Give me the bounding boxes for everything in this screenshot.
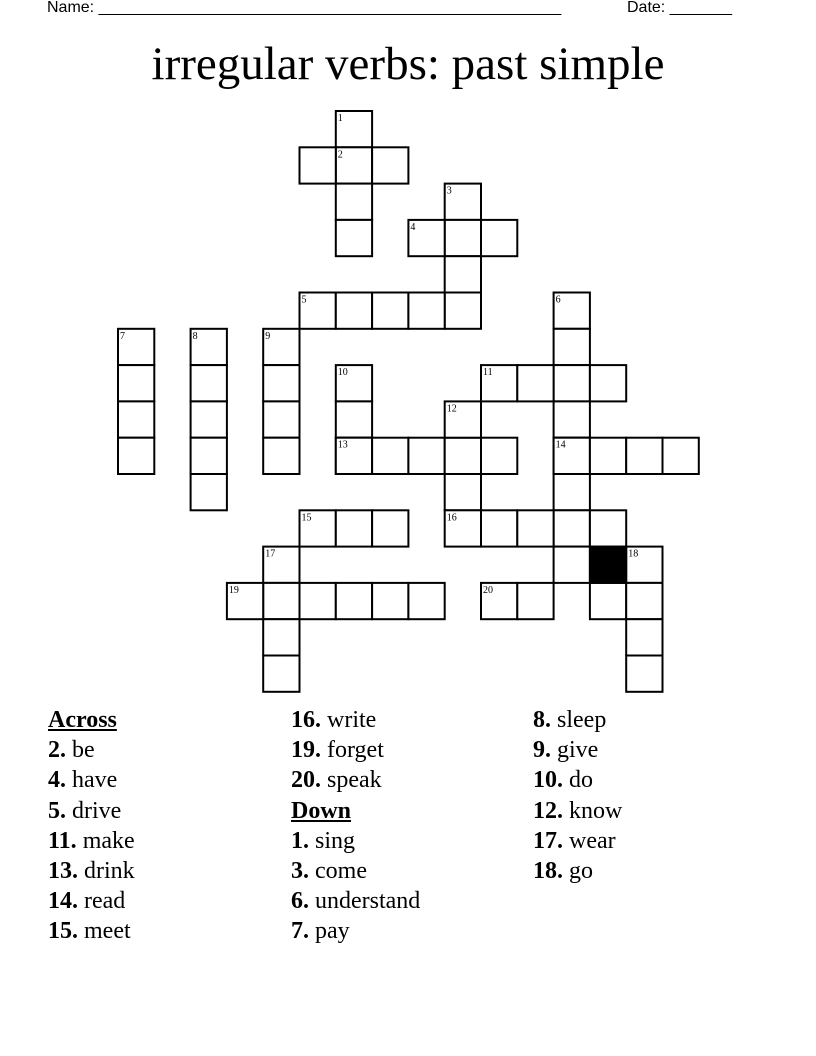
grid-cell[interactable] <box>590 365 626 401</box>
clue-number: 3. <box>291 858 309 885</box>
clue-text: come <box>315 858 367 885</box>
clue-number: 12. <box>533 797 563 824</box>
grid-cell[interactable] <box>336 220 372 256</box>
clue-number: 8. <box>533 707 551 733</box>
clue-text: write <box>327 707 377 733</box>
clue-text: drive <box>72 797 122 824</box>
clue-number: 20. <box>291 767 321 794</box>
clue-down-12 <box>533 796 622 826</box>
clue-number: 14. <box>48 888 78 915</box>
clue-across-2 <box>48 735 135 765</box>
grid-cell[interactable] <box>372 510 408 546</box>
clue-text: make <box>82 827 135 854</box>
clue-text: do <box>569 767 593 794</box>
cell-number: 8 <box>192 330 198 342</box>
grid-cell[interactable] <box>590 438 626 474</box>
grid-cell[interactable] <box>408 293 444 329</box>
grid-cell[interactable] <box>300 583 336 619</box>
grid-cell[interactable] <box>372 147 408 183</box>
clue-text: understand <box>315 888 421 915</box>
clue-number: 9. <box>533 737 551 764</box>
clue-number: 19. <box>291 737 321 764</box>
clue-text: speak <box>327 767 382 794</box>
cell-number: 10 <box>337 367 348 379</box>
grid-cell[interactable] <box>481 438 517 474</box>
grid-cell[interactable] <box>263 656 299 692</box>
clue-text: pay <box>315 918 350 945</box>
grid-cell[interactable] <box>263 583 299 619</box>
down-heading: Down <box>291 797 352 824</box>
clue-down-6 <box>291 886 420 916</box>
grid-cell[interactable] <box>263 365 299 401</box>
clue-number: 15. <box>48 918 78 945</box>
clue-number: 18. <box>533 858 563 885</box>
clue-number: 6. <box>291 888 309 915</box>
clue-text: wear <box>569 827 616 854</box>
cell-number: 15 <box>301 512 312 524</box>
grid-cell[interactable] <box>445 293 481 329</box>
clue-across-19 <box>291 735 420 765</box>
grid-cell[interactable] <box>263 401 299 437</box>
grid-cell[interactable] <box>626 583 662 619</box>
clue-down-18 <box>533 856 622 886</box>
cell-number: 17 <box>265 548 276 560</box>
clue-across-14 <box>48 886 135 916</box>
grid-cell[interactable] <box>554 329 590 365</box>
grid-cell[interactable] <box>336 401 372 437</box>
clue-across-5 <box>48 796 135 826</box>
grid-cell[interactable] <box>663 438 699 474</box>
cell-number: 9 <box>265 330 271 342</box>
clue-number: 10. <box>533 767 563 794</box>
grid-cell[interactable] <box>554 474 590 510</box>
cell-number: 20 <box>483 584 493 596</box>
grid-cell[interactable] <box>554 401 590 437</box>
grid-cell[interactable] <box>590 583 626 619</box>
grid-cell[interactable] <box>118 401 154 437</box>
grid-cell[interactable] <box>336 583 372 619</box>
grid-cell[interactable] <box>118 438 154 474</box>
cell-number: 19 <box>228 584 239 596</box>
grid-cell[interactable] <box>445 256 481 292</box>
clue-text: go <box>569 858 593 885</box>
clue-down-10 <box>533 765 622 795</box>
grid-cell[interactable] <box>554 547 590 583</box>
across-heading: Across <box>48 707 117 733</box>
grid-cell[interactable] <box>336 293 372 329</box>
cell-number: 18 <box>628 548 639 560</box>
grid-cell[interactable] <box>191 401 227 437</box>
clue-down-17 <box>533 826 622 856</box>
grid-cell[interactable] <box>263 438 299 474</box>
clue-text: read <box>84 888 126 915</box>
clue-across-16 <box>291 705 420 735</box>
grid-cell[interactable] <box>408 438 444 474</box>
grid-cell[interactable] <box>626 656 662 692</box>
clue-number: 5. <box>48 797 66 824</box>
clue-down-8 <box>533 705 622 735</box>
date-field-label: Date: _______ <box>627 0 732 16</box>
clue-column-2 <box>291 705 420 947</box>
clue-column-1 <box>48 705 135 947</box>
name-field-label: Name: ____________________________________________________ <box>47 0 562 16</box>
grid-cell[interactable] <box>445 474 481 510</box>
clue-text: know <box>569 797 623 824</box>
clue-across-11 <box>48 826 135 856</box>
cell-number: 3 <box>446 185 452 197</box>
grid-cell[interactable] <box>118 365 154 401</box>
clue-text: forget <box>327 737 384 764</box>
grid-cell[interactable] <box>300 147 336 183</box>
grid-cell[interactable] <box>517 583 553 619</box>
clue-text: give <box>557 737 599 764</box>
clue-column-3 <box>533 705 622 886</box>
grid-cell[interactable] <box>481 510 517 546</box>
cell-number: 6 <box>555 294 561 306</box>
cell-number: 2 <box>337 149 343 161</box>
grid-cell[interactable] <box>336 184 372 220</box>
clue-across-20 <box>291 765 420 795</box>
clue-text: sing <box>315 827 356 854</box>
grid-cell[interactable] <box>626 619 662 655</box>
clue-across-15 <box>48 916 135 946</box>
clue-number: 4. <box>48 767 66 794</box>
cell-number: 12 <box>446 403 457 415</box>
grid-cell[interactable] <box>445 438 481 474</box>
grid-cell[interactable] <box>626 438 662 474</box>
cell-number: 5 <box>301 294 307 306</box>
clue-down-9 <box>533 735 622 765</box>
grid-cell[interactable] <box>191 438 227 474</box>
grid-cell[interactable] <box>554 510 590 546</box>
page-title: irregular verbs: past simple <box>151 38 665 90</box>
cell-number: 4 <box>410 221 416 233</box>
clue-number: 13. <box>48 858 78 885</box>
clue-number: 7. <box>291 918 309 945</box>
grid-cell[interactable] <box>372 438 408 474</box>
cell-number: 1 <box>337 113 343 124</box>
clue-across-4 <box>48 765 135 795</box>
cell-number: 13 <box>337 439 348 451</box>
grid-cell[interactable] <box>408 583 444 619</box>
clue-text: be <box>72 737 95 764</box>
cell-number: 16 <box>446 512 457 524</box>
clue-across-13 <box>48 856 135 886</box>
grid-cell[interactable] <box>336 510 372 546</box>
clue-number: 1. <box>291 827 309 854</box>
clue-text: have <box>72 767 118 794</box>
grid-cell[interactable] <box>481 220 517 256</box>
grid-cell[interactable] <box>372 293 408 329</box>
grid-cell[interactable] <box>191 365 227 401</box>
clue-text: meet <box>84 918 131 945</box>
grid-cell[interactable] <box>517 510 553 546</box>
clue-down-3 <box>291 856 420 886</box>
clue-number: 17. <box>533 827 563 854</box>
grid-cell[interactable] <box>372 583 408 619</box>
cell-number: 14 <box>555 439 566 451</box>
grid-cell[interactable] <box>517 365 553 401</box>
cell-number: 11 <box>483 367 493 379</box>
clue-text: drink <box>84 858 135 885</box>
grid-cell[interactable] <box>445 220 481 256</box>
grid-cell[interactable] <box>554 365 590 401</box>
cell-number: 7 <box>120 330 125 342</box>
clue-text: sleep <box>557 707 607 733</box>
grid-cell[interactable] <box>191 474 227 510</box>
grid-cell[interactable] <box>263 619 299 655</box>
grid-cell[interactable] <box>590 510 626 546</box>
clue-down-1 <box>291 826 420 856</box>
clue-number: 2. <box>48 737 66 764</box>
black-cell <box>590 547 626 583</box>
clue-number: 16. <box>291 707 321 733</box>
clue-down-7 <box>291 916 420 946</box>
clue-number: 11. <box>48 827 77 854</box>
